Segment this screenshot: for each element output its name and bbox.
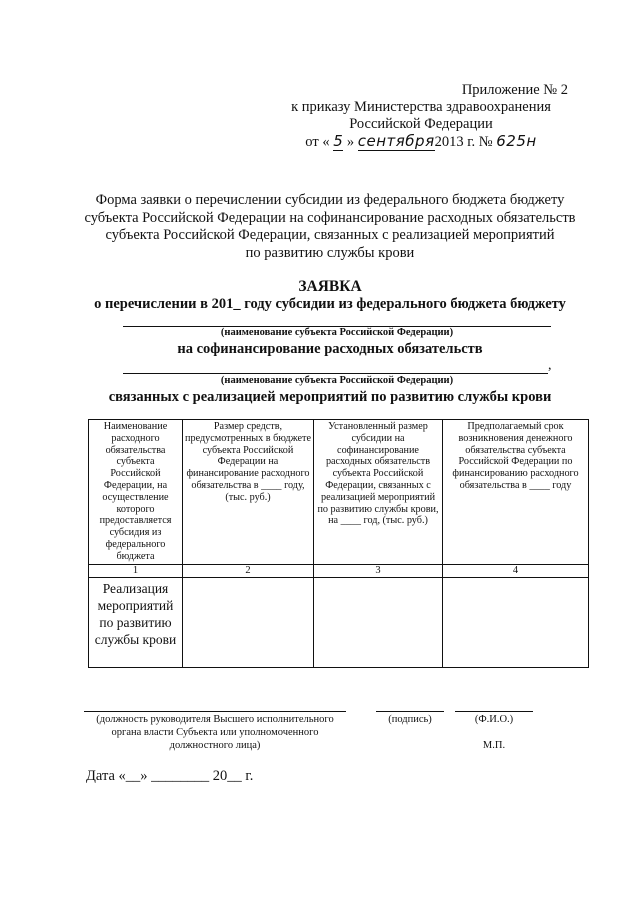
form-title-line-3: субъекта Российской Федерации, связанных с реализацией мероприятий [105,227,555,243]
application-subheading: о перечислении в 201_ году субсидии из федерального бюджета бюджету [94,296,566,312]
signature-line [376,711,444,712]
date-day-handwritten: 5 [333,132,344,150]
table-header-cell: Установленный размер субсидии на софинансирование расходных обязательств субъекта Российской Федерации, связанных с реализацией мероприятий по развитию службы крови, на ____ год, (тыс. руб.) [314,420,443,565]
table-row [89,577,589,667]
table-header-cell: Размер средств, предусмотренных в бюджете субъекта Российской Федерации на финансирование расходного обязательства в ____ году, (тыс. руб.) [183,420,314,565]
table-number-cell: 4 [443,564,589,577]
appendix-block [260,82,582,151]
stamp-place: М.П. [482,740,506,751]
name-caption: (Ф.И.О.) [474,714,514,725]
date-prefix: от « [305,134,330,150]
table-number-cell: 1 [89,564,183,577]
form-title-line-1: Форма заявки о перечислении субсидии из федерального бюджета бюджету [95,192,565,208]
table-number-cell: 2 [183,564,314,577]
date-line: Дата «__» ________ 20__ г. [86,768,254,784]
table-header-row [89,420,589,565]
application-heading: ЗАЯВКА [298,278,362,295]
position-line [84,711,346,712]
table-header-cell: Наименование расходного обязательства субъекта Российской Федерации, на осуществление которого предоставляется субсидия из федерального бюджета [89,420,183,565]
appendix-date-line [260,133,582,151]
table-cell [183,577,314,667]
signature-caption: (подпись) [388,714,432,725]
subject-name-caption-2: (наименование субъекта Российской Федерации) [220,375,454,386]
subsidy-table [88,419,589,668]
name-line [455,711,533,712]
appendix-ministry-country: Российской Федерации [349,116,493,132]
position-caption: (должность руководителя Высшего исполнительного органа власти Субъекта или уполномоченного должностного лица) [96,714,334,751]
form-title [60,192,600,262]
application-line-2: на софинансирование расходных обязательств [177,341,483,357]
table-header-cell: Предполагаемый срок возникновения денежного обязательства субъекта Российской Федерации по финансированию расходного обязательства в ____ году [443,420,589,565]
date-year: 2013 г. № [434,134,493,150]
date-mid: » [346,134,355,150]
appendix-number: Приложение № 2 [461,82,568,98]
comma: , [548,358,552,373]
table-cell [314,577,443,667]
form-title-line-4: по развитию службы крови [245,244,415,261]
subject-name-caption-1: (наименование субъекта Российской Федерации) [220,327,454,338]
table-cell [443,577,589,667]
date-month-handwritten: сентября [357,132,435,150]
form-title-line-2: субъекта Российской Федерации на софинансирование расходных обязательств [84,209,576,226]
table-number-cell: 3 [314,564,443,577]
order-number-handwritten: 625н [496,132,537,150]
appendix-order-ref: к приказу Министерства здравоохранения [291,99,551,115]
application-line-3: связанных с реализацией мероприятий по развитию службы крови [108,389,552,405]
subject-name-line-2 [123,373,548,374]
table-cell: Реализация мероприятий по развитию службы крови [89,577,183,667]
table-number-row [89,564,589,577]
